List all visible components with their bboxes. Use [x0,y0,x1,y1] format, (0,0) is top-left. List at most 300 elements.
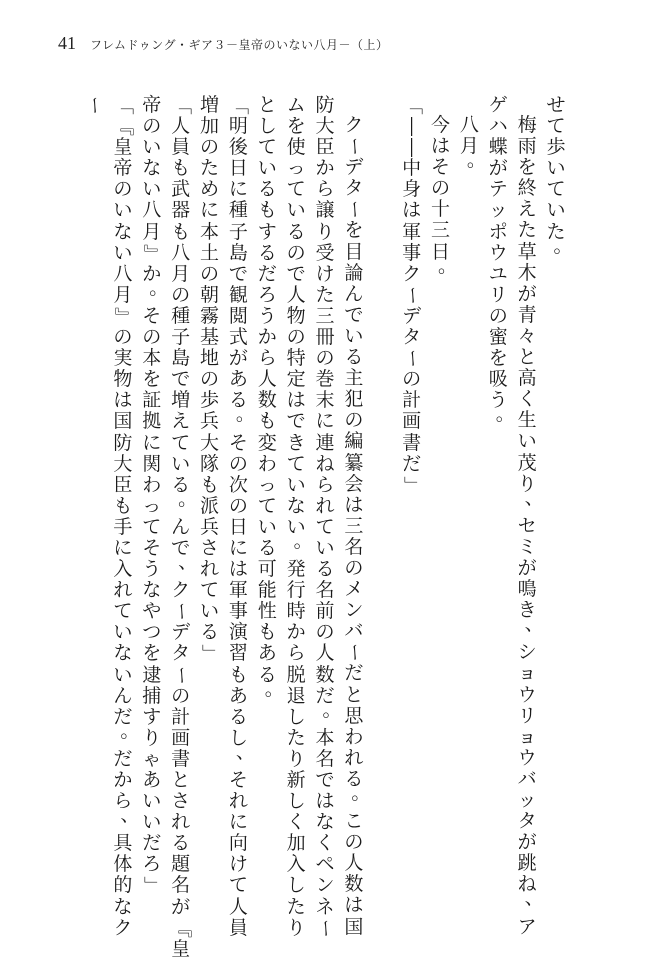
glyph: 加 [286,832,306,855]
glyph: ッ [517,789,537,811]
glyph: の [113,326,133,349]
glyph: て [315,515,335,538]
glyph: 草 [517,240,537,263]
glyph: 臣 [315,136,335,159]
glyph: 。 [264,677,284,700]
glyph: ペ [315,853,335,876]
glyph: 人 [286,283,306,306]
glyph: り [142,726,162,749]
glyph: て [546,178,566,201]
glyph: 脱 [286,663,306,686]
glyph: で [171,368,191,391]
glyph: え [517,198,537,221]
glyph: の [142,326,162,349]
glyph: 子 [228,220,248,243]
glyph: 、 [178,551,198,574]
glyph: る [171,832,191,855]
glyph: い [113,621,133,644]
glyph: そ [430,156,450,179]
glyph: 日 [228,515,248,538]
glyph: 防 [113,431,133,454]
glyph: 臣 [113,473,133,496]
glyph: な [113,895,133,918]
glyph: で [344,303,364,326]
glyph: 。 [322,698,342,721]
glyph: 」 [141,876,164,896]
glyph: 閲 [228,304,248,327]
glyph: う [257,304,277,327]
glyph: 日 [430,240,450,263]
glyph: 種 [228,199,248,222]
glyph: て [199,579,219,602]
glyph: 。 [293,529,313,552]
glyph: ゃ [142,747,162,770]
glyph: た [286,726,306,749]
glyph: は [228,558,248,581]
glyph: ー [170,602,193,622]
glyph: ん [344,282,364,305]
glyph: い [546,199,566,222]
glyph: ろ [142,853,162,876]
glyph: 」 [199,644,222,664]
glyph: 霧 [199,304,219,327]
glyph: で [315,769,335,791]
glyph: い [142,811,162,834]
glyph: 吸 [488,368,508,391]
glyph: 新 [286,769,306,791]
glyph: 三 [430,219,450,242]
glyph: 歩 [199,389,219,412]
text-column [342,95,371,938]
glyph: 末 [315,389,335,412]
glyph: で [171,536,191,559]
glyph: 』 [112,306,135,326]
glyph: を [286,115,306,138]
glyph: は [402,199,422,222]
glyph: 増 [199,94,219,116]
glyph: 、 [524,613,544,636]
glyph: い [199,600,219,623]
glyph: を [344,219,364,242]
glyph: っ [286,157,306,180]
glyph: て [286,178,306,201]
glyph: 八 [171,241,191,264]
glyph: け [315,262,335,285]
glyph: 「 [112,96,135,116]
glyph: テ [488,178,508,201]
glyph: 計 [402,389,422,412]
glyph: れ [199,558,219,581]
glyph: て [171,431,191,454]
glyph: セ [517,514,537,537]
glyph: 中 [402,157,422,180]
glyph: た [315,283,335,306]
glyph: 画 [171,726,191,749]
glyph: だ [142,832,162,855]
glyph: 島 [228,241,248,264]
glyph: る [228,389,248,412]
glyph: て [257,494,277,517]
glyph: く [315,832,335,855]
text-column [486,94,515,795]
text-column [429,95,457,795]
glyph: 本 [142,347,162,370]
glyph: な [315,811,335,834]
glyph: 人 [171,115,191,138]
glyph: 本 [315,726,335,749]
glyph: た [286,895,306,918]
glyph: 事 [402,241,422,264]
glyph: 木 [517,261,537,284]
glyph: 「 [227,96,250,116]
glyph: っ [257,473,277,496]
glyph: 計 [171,705,191,728]
glyph: か [315,157,335,180]
glyph: あ [257,642,277,665]
glyph: て [142,515,162,538]
running-title: フレムドゥング・ギア３－皇帝のいない八月－（上） [90,38,389,52]
glyph: ー [170,665,193,685]
glyph: 十 [430,198,450,221]
text-column [169,95,198,960]
glyph: の [113,178,133,201]
glyph: 』 [141,243,164,263]
glyph: 画 [402,410,422,433]
glyph: 土 [199,241,219,264]
glyph: い [286,515,306,538]
glyph: ョ [517,662,537,685]
glyph: 能 [257,579,277,602]
glyph: 。 [495,403,515,426]
glyph: あ [228,684,248,707]
text-column [198,95,222,795]
glyph: 『 [170,918,193,938]
glyph: 。 [120,719,140,742]
glyph: さ [171,790,191,813]
glyph: ネ [315,895,335,918]
glyph: の [430,177,450,200]
glyph: れ [113,579,133,602]
glyph: 体 [113,853,133,876]
glyph: れ [228,790,248,813]
glyph: 大 [199,431,219,454]
glyph: 跳 [517,852,537,875]
glyph: く [286,811,306,834]
glyph: き [517,599,537,622]
glyph: の [344,556,364,579]
glyph: と [517,346,537,369]
glyph: メ [344,578,364,601]
glyph: ウ [488,241,508,264]
glyph: た [199,157,219,180]
glyph: 派 [199,494,219,517]
glyph: っ [142,494,162,517]
glyph: 譲 [315,199,335,222]
glyph: い [257,157,277,180]
glyph: は [430,135,450,158]
glyph: て [113,600,133,623]
glyph: ユ [488,262,508,285]
glyph: が [488,157,508,180]
glyph: い [113,663,133,686]
glyph: ミ [517,535,537,558]
glyph: 数 [257,389,277,412]
glyph: に [199,199,219,222]
glyph: 発 [286,558,306,581]
glyph: が [517,282,537,305]
glyph: ら [286,642,306,665]
glyph: 帝 [113,157,133,180]
glyph: に [228,536,248,559]
glyph: は [286,389,306,412]
glyph: 朝 [199,283,219,306]
glyph: ら [257,347,277,370]
glyph: で [286,262,306,285]
glyph: い [257,515,277,538]
glyph: が [517,556,537,579]
glyph: 書 [402,431,422,454]
glyph: わ [344,725,364,748]
glyph: 兵 [199,410,219,433]
glyph: 逮 [142,663,162,686]
glyph: 変 [257,431,277,454]
glyph: 「 [170,96,193,116]
text-column [313,94,342,938]
glyph: 。 [235,403,255,426]
glyph: せ [546,94,566,116]
glyph: の [199,368,219,391]
glyph: だ [315,684,335,707]
glyph: り [286,747,306,770]
glyph: だ [257,262,277,285]
glyph: デ [344,156,364,179]
glyph: 大 [315,115,335,138]
glyph: 歩 [546,136,566,159]
glyph: 捕 [142,684,162,707]
glyph: も [257,199,277,222]
glyph: も [171,220,191,243]
glyph: り [315,220,335,243]
glyph: 軍 [228,579,248,602]
glyph: れ [171,811,191,834]
text-column [226,95,255,939]
glyph: る [344,767,364,790]
glyph: そ [228,431,248,454]
glyph: あ [142,769,162,791]
glyph: り [286,916,306,939]
glyph: 名 [171,874,191,897]
glyph: 性 [257,600,277,623]
glyph: 物 [113,368,133,391]
glyph: も [257,621,277,644]
text-column [82,95,106,795]
page-number: 41 [58,33,76,53]
glyph: 式 [228,326,248,349]
glyph: れ [344,746,364,769]
glyph: い [517,430,537,453]
glyph: 向 [228,832,248,855]
glyph: 後 [228,136,248,159]
glyph: ― [401,117,424,137]
glyph: タ [171,642,191,665]
glyph: る [257,536,277,559]
glyph: 纂 [344,451,364,474]
glyph: ら [315,473,335,496]
glyph: め [199,178,219,201]
glyph: 八 [459,114,479,136]
glyph: 武 [171,178,191,201]
glyph: 今 [430,114,450,136]
glyph: の [199,262,219,285]
glyph: ー [401,285,424,305]
glyph: を [142,642,162,665]
glyph: の [171,283,191,306]
glyph: の [286,241,306,264]
glyph: 鳴 [517,578,537,601]
glyph: 連 [315,431,335,454]
glyph: あ [228,368,248,391]
glyph: 「 [401,96,424,116]
glyph: と [344,683,364,706]
glyph: 目 [344,240,364,263]
glyph: 習 [228,642,248,665]
glyph: 実 [113,347,133,370]
glyph: い [286,473,306,496]
glyph: 員 [228,916,248,939]
glyph: の [344,409,364,432]
glyph: 人 [344,852,364,875]
glyph: そ [228,769,248,791]
glyph: の [286,326,306,349]
glyph: 。 [437,254,457,277]
glyph: 種 [171,304,191,327]
glyph: 蝶 [488,136,508,159]
glyph: 員 [171,136,191,159]
glyph: な [113,642,133,665]
glyph: る [257,241,277,264]
glyph: 可 [257,558,277,581]
glyph: な [286,494,306,517]
glyph: 名 [344,535,364,558]
glyph: ア [517,915,537,938]
text-column [284,94,313,939]
glyph: ら [315,178,335,201]
glyph: わ [142,473,162,496]
glyph: く [517,388,537,411]
glyph: 定 [286,368,306,391]
glyph: 『 [112,117,135,137]
glyph: 茂 [517,451,537,474]
glyph: デ [402,304,422,327]
glyph: き [286,431,306,454]
glyph: か [286,621,306,644]
glyph: 題 [171,853,191,876]
glyph: え [171,410,191,433]
glyph: 入 [286,853,306,876]
glyph: る [257,663,277,686]
glyph: も [199,473,219,496]
glyph: は [344,493,364,516]
glyph: も [171,157,191,180]
glyph: ク [402,262,422,285]
glyph: 論 [344,261,364,284]
vertical-text-body [82,94,573,960]
glyph: 皇 [171,937,191,960]
glyph: ね [517,873,537,896]
glyph: い [286,199,306,222]
glyph: て [228,874,248,897]
glyph: 主 [344,367,364,390]
glyph: 演 [228,621,248,644]
glyph: 加 [199,115,219,138]
glyph: 月 [171,262,191,285]
glyph: が [517,831,537,854]
glyph: ム [286,94,306,116]
glyph: る [228,705,248,728]
glyph: る [171,473,191,496]
glyph: か [113,769,133,791]
glyph: の [171,684,191,707]
glyph: 梅 [517,114,537,136]
glyph: タ [402,326,422,349]
glyph: 日 [228,157,248,180]
glyph: 入 [113,558,133,581]
glyph: は [344,894,364,917]
glyph: 々 [517,324,537,347]
glyph: 月 [113,283,133,306]
glyph: 冊 [315,326,335,349]
glyph: ー [343,137,366,157]
text-column [111,95,140,939]
glyph: 事 [228,600,248,623]
glyph: ー [343,200,366,220]
glyph: 蜜 [488,326,508,349]
glyph: に [315,410,335,433]
glyph: 増 [171,389,191,412]
glyph: 地 [199,347,219,370]
glyph: 八 [142,199,162,222]
glyph: し [286,874,306,897]
glyph: 数 [315,663,335,686]
glyph: ろ [257,283,277,306]
glyph: ゲ [488,94,508,116]
glyph: 具 [113,832,133,855]
glyph: 手 [113,515,133,538]
glyph: れ [315,494,335,517]
glyph: ね [315,452,335,475]
glyph: い [344,324,364,347]
glyph: 青 [517,303,537,326]
glyph: い [142,790,162,813]
glyph: ら [113,790,133,813]
glyph: に [113,536,133,559]
glyph: し [286,705,306,728]
glyph: ウ [517,746,537,769]
glyph: 人 [315,642,335,665]
glyph: い [546,157,566,180]
glyph: 犯 [344,388,364,411]
glyph: す [142,705,162,728]
glyph: 防 [315,94,335,116]
glyph: 、 [524,887,544,910]
text-column [371,95,395,795]
glyph: 的 [113,874,133,897]
glyph: リ [488,283,508,306]
glyph: ん [113,684,133,707]
glyph: 。 [178,487,198,510]
glyph: 数 [344,873,364,896]
glyph: も [113,494,133,517]
